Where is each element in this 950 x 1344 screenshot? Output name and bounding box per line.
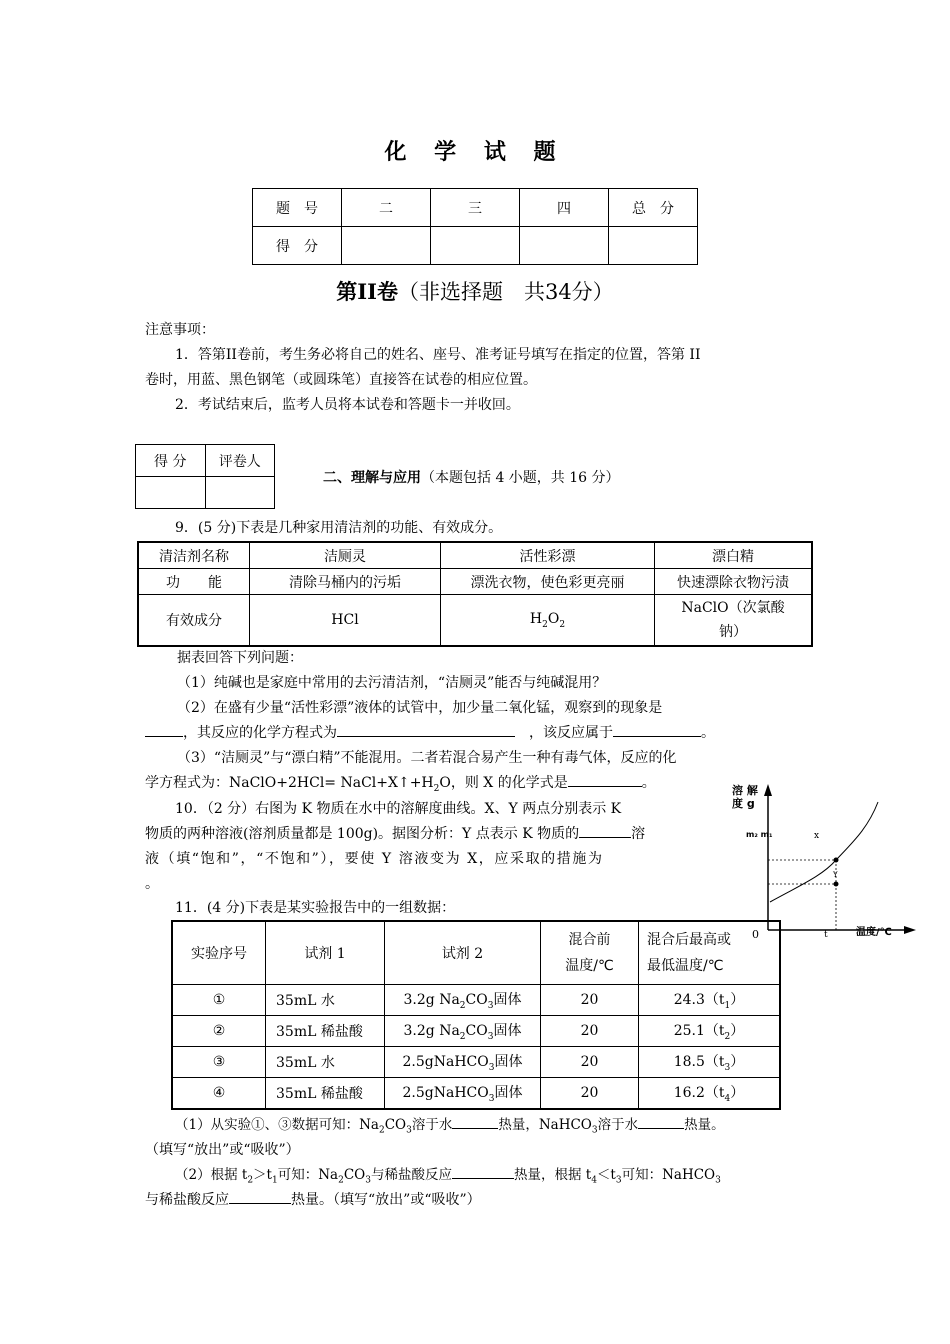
score-row-label: 得 分 — [253, 227, 342, 265]
score-header-cell: 三 — [431, 189, 520, 227]
exp-cell: 35mL 水 — [266, 1047, 385, 1078]
cleaner-cell-h2o2: $H_2O_2$ — [441, 595, 655, 647]
exp-row — [172, 1016, 780, 1047]
q9-part-1: （1）纯碱也是家庭中常用的去污清洁剂，“洁厕灵”能否与纯碱混用？ — [177, 675, 607, 691]
graph-y-point-label: Y — [833, 871, 838, 879]
page-title: 化 学 试 题 — [384, 140, 566, 165]
answer-blank[interactable] — [638, 1114, 684, 1129]
answer-blank[interactable] — [229, 1189, 291, 1204]
exp-cell: 2.5gNaHCO$_3$固体 — [385, 1078, 541, 1110]
exp-header: 实验序号 — [172, 921, 266, 985]
exp-cell: 35mL 水 — [266, 985, 385, 1016]
exp-cell: 3.2g $Na_2CO_3$固体 — [385, 985, 541, 1016]
exp-cell: $24.3(t_1)$ — [639, 985, 781, 1016]
cleaner-cell: 漂洗衣物，使色彩更亮丽 — [441, 569, 655, 595]
score-table — [252, 188, 698, 265]
score-input-cell[interactable] — [342, 227, 431, 265]
cleaner-cell: 功 能 — [138, 569, 250, 595]
cleaner-cell: 活性彩漂 — [441, 542, 655, 569]
score-input-cell[interactable] — [431, 227, 520, 265]
exp-cell: 20 — [541, 985, 639, 1016]
answer-blank[interactable] — [337, 722, 515, 737]
exp-cell: 3.2g $Na_2CO_3$固体 — [385, 1016, 541, 1047]
graph-m-label: m₂ m₁ — [746, 830, 773, 839]
notice-item-1-cont: 卷时，用蓝、黑色钢笔（或圆珠笔）直接答在试卷的相应位置。 — [145, 372, 537, 388]
grader-score-label: 得 分 — [136, 445, 206, 477]
cleaner-cell: 洁厕灵 — [250, 542, 441, 569]
score-input-cell[interactable] — [609, 227, 698, 265]
exp-cell: 35mL 稀盐酸 — [266, 1016, 385, 1047]
q11-answer-1-note: （填写“放出”或“吸收”） — [145, 1142, 300, 1158]
cleaner-cell: HCl — [250, 595, 441, 647]
grader-name-input[interactable] — [205, 477, 275, 509]
score-header-cell: 题 号 — [253, 189, 342, 227]
grader-name-label: 评卷人 — [205, 445, 275, 477]
exp-header: 混合后最高或 最低温度/℃ — [639, 921, 781, 985]
experiment-table — [171, 920, 781, 1110]
volume-title-main: 第II卷 — [336, 279, 398, 304]
exp-header: 试剂 2 — [385, 921, 541, 985]
answer-blank[interactable] — [452, 1164, 514, 1179]
graph-xlabel: 温度/℃ — [856, 927, 892, 938]
answer-blank[interactable] — [613, 722, 701, 737]
score-input-cell[interactable] — [520, 227, 609, 265]
q9-part-3-cont: 学方程式为：NaClO+2HCl= $NaCl+X↑+H_2O$，则 X 的化学式是 。 — [145, 771, 815, 802]
volume-title — [0, 276, 950, 306]
cleaner-cell: 快速漂除衣物污渍 — [655, 569, 813, 595]
q11-answer-2: （2）根据 $t_2>t_1$可知：$Na_2CO_3$与稀盐酸反应 热量，根据 $t_4<t_3$可知：NaHCO$_3$ — [175, 1163, 845, 1194]
exp-cell: 20 — [541, 1078, 639, 1110]
notice-item-2: 2．考试结束后，监考人员将本试卷和答题卡一并收回。 — [175, 397, 520, 413]
q11-stem: 11．(4 分)下表是某实验报告中的一组数据： — [175, 900, 456, 916]
graph-y-arrow — [764, 784, 772, 796]
exp-cell: ④ — [172, 1078, 266, 1110]
solubility-curve — [770, 802, 878, 902]
volume-title-sub: （非选择题 共34分） — [397, 280, 614, 304]
graph-ylabel-2: 度 g — [732, 797, 755, 810]
q9-lead: 据表回答下列问题： — [177, 650, 303, 666]
q10-line-1: 10．（2 分）右图为 K 物质在水中的溶解度曲线。X、Y 两点分别表示 K — [175, 801, 622, 817]
cleaner-cell: 有效成分 — [138, 595, 250, 647]
graph-t-label: t — [824, 930, 828, 940]
q10-line-2: 物质的两种溶液(溶剂质量都是 100g)。据图分析：Y 点表示 K 物质的 溶 — [145, 822, 815, 847]
section-2-title: 二、理解与应用 — [323, 470, 421, 486]
exp-cell: $25.1(t_2)$ — [639, 1016, 781, 1047]
exp-cell: ③ — [172, 1047, 266, 1078]
graph-point-y — [834, 882, 839, 887]
exp-row — [172, 985, 780, 1016]
q9-stem: 9．(5 分)下表是几种家用清洁剂的功能、有效成分。 — [175, 520, 503, 536]
q9-part-2: （2）在盛有少量“活性彩漂”液体的试管中，加少量二氧化锰，观察到的现象是 — [177, 700, 663, 716]
answer-blank[interactable] — [452, 1114, 498, 1129]
exp-cell: 2.5gNaHCO$_3$固体 — [385, 1047, 541, 1078]
q11-answer-1: （1）从实验①、③数据可知：$Na_2CO_3$溶于水 热量，NaHCO$_3$溶于水 热量。 — [175, 1113, 845, 1144]
exp-cell: $18.5(t_3)$ — [639, 1047, 781, 1078]
exp-cell: 20 — [541, 1047, 639, 1078]
graph-origin: 0 — [752, 928, 759, 940]
answer-blank[interactable] — [568, 772, 642, 787]
cleaner-cell: 清除马桶内的污垢 — [250, 569, 441, 595]
section-2-note: （本题包括 4 小题，共 16 分） — [421, 470, 620, 486]
graph-ylabel-1: 溶 解 — [732, 784, 758, 797]
cleaner-cell-naclo: NaClO（次氯酸 钠） — [655, 595, 813, 647]
graph-x-arrow — [904, 926, 916, 934]
graph-point-x — [834, 858, 839, 863]
graph-x-point-label: x — [814, 831, 820, 841]
cleaner-table — [137, 541, 813, 647]
exp-header: 混合前 温度/℃ — [541, 921, 639, 985]
exp-cell: ② — [172, 1016, 266, 1047]
exp-row — [172, 1047, 780, 1078]
q11-answer-2-cont: 与稀盐酸反应 热量。（填写“放出”或“吸收”） — [145, 1188, 815, 1213]
exp-cell: ① — [172, 985, 266, 1016]
exp-header: 试剂 1 — [266, 921, 385, 985]
exp-row — [172, 1078, 780, 1110]
score-table-header-row — [253, 189, 698, 227]
grader-score-input[interactable] — [136, 477, 206, 509]
cleaner-cell: 漂白精 — [655, 542, 813, 569]
score-header-cell: 总 分 — [609, 189, 698, 227]
score-header-cell: 四 — [520, 189, 609, 227]
score-table-score-row — [253, 227, 698, 265]
exp-cell: 20 — [541, 1016, 639, 1047]
score-header-cell: 二 — [342, 189, 431, 227]
answer-blank[interactable] — [579, 823, 631, 838]
cleaner-cell: 清洁剂名称 — [138, 542, 250, 569]
notice-heading: 注意事项： — [145, 322, 215, 338]
grader-table — [135, 444, 275, 509]
exp-cell: 35mL 稀盐酸 — [266, 1078, 385, 1110]
q10-line-3: 液（填“饱和”，“不饱和”），要使 Y 溶液变为 X，应采取的措施为 — [145, 851, 604, 867]
section-2-heading — [323, 466, 950, 491]
q9-part-2-cont: ，其反应的化学方程式为 ，该反应属于 。 — [145, 721, 815, 746]
notice-item-1: 1．答第II卷前，考生务必将自己的姓名、座号、准考证号填写在指定的位置，答第 II — [175, 347, 701, 363]
q9-part-3: （3）“洁厕灵”与“漂白精”不能混用。二者若混合易产生一种有毒气体，反应的化 — [177, 750, 677, 766]
exp-cell: $16.2(t_4)$ — [639, 1078, 781, 1110]
q10-line-4: 。 — [145, 876, 159, 892]
answer-blank[interactable] — [145, 722, 183, 737]
